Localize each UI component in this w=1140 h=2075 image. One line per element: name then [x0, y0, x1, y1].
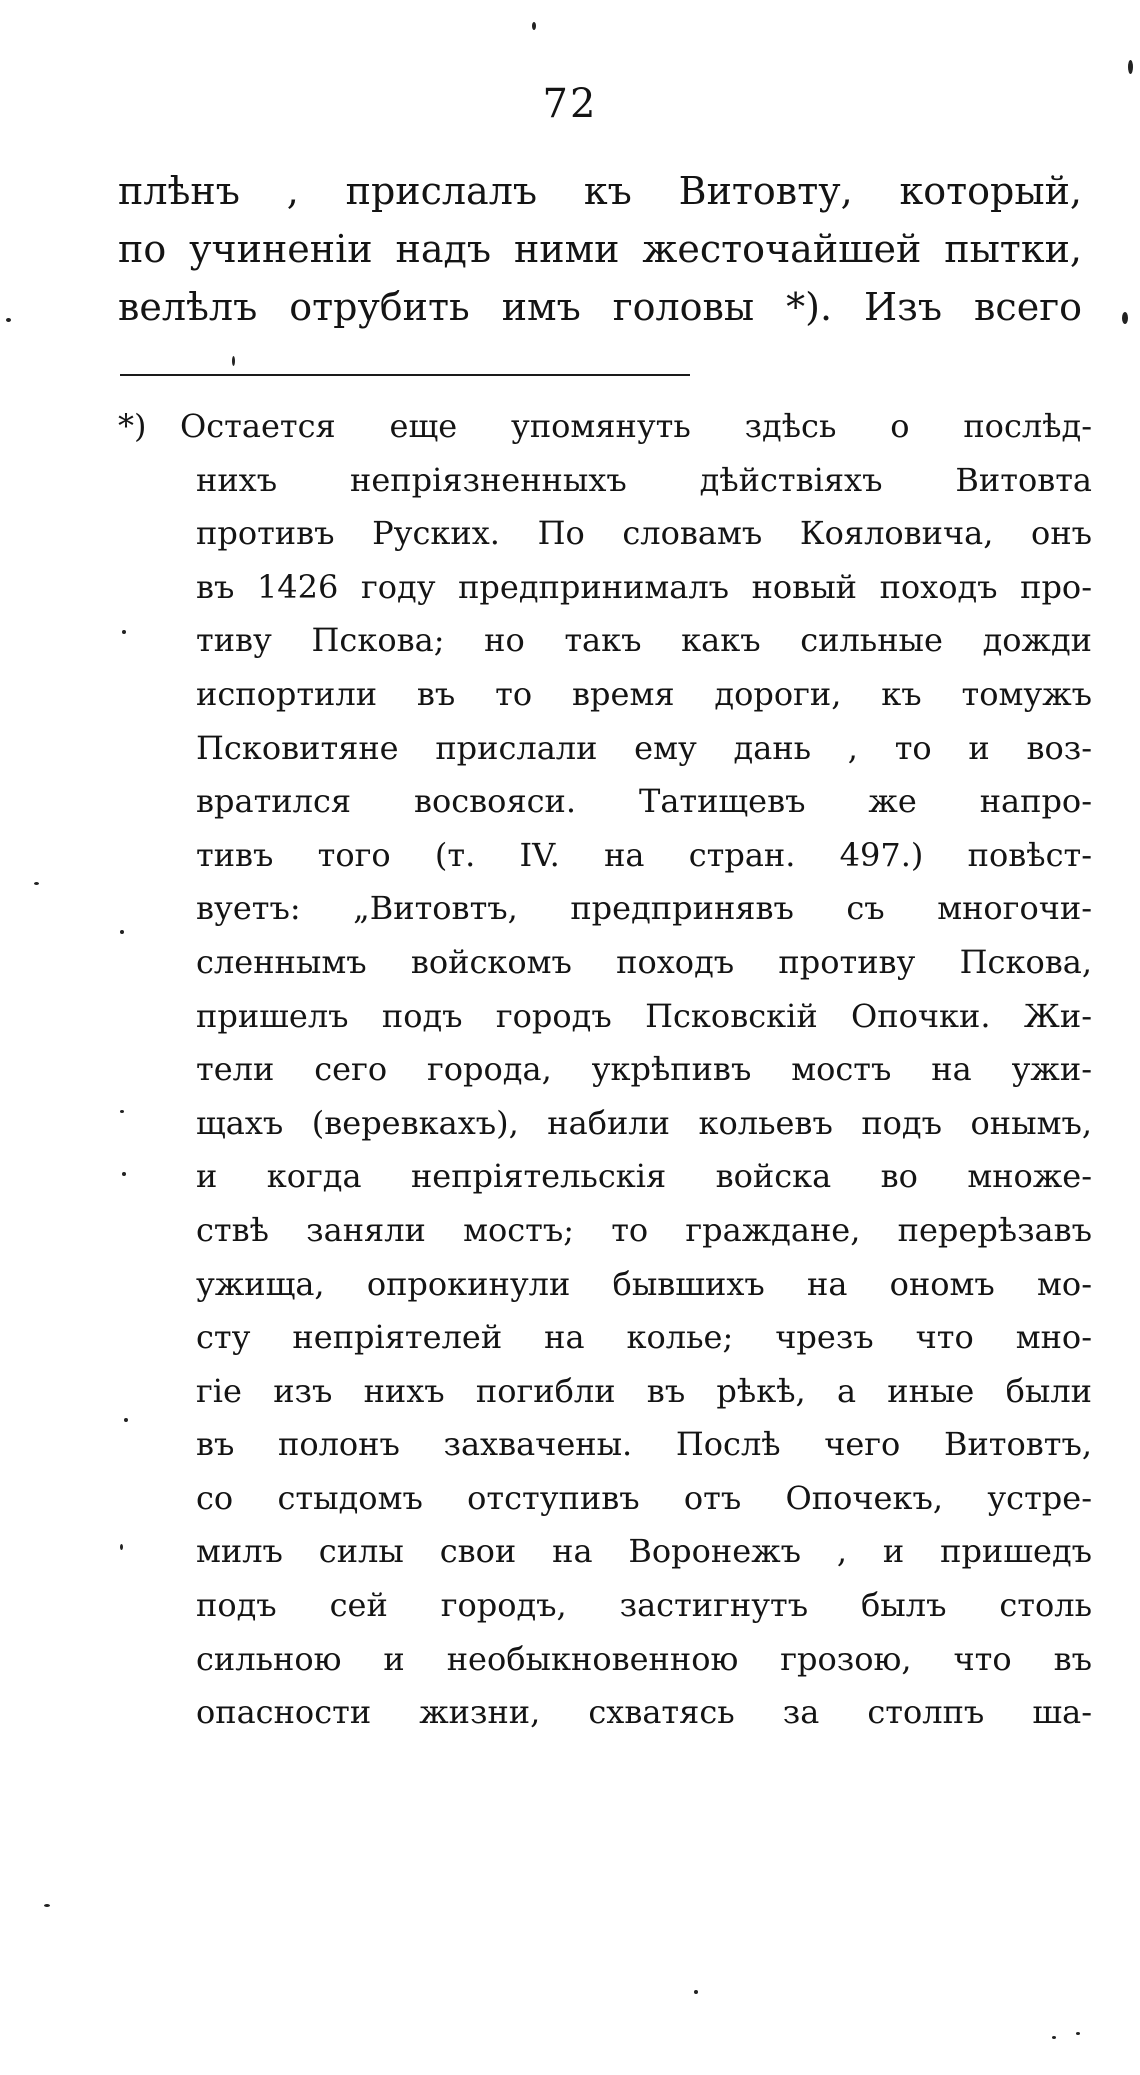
- main-text-line: по учиненіи надъ ними жесточайшей пытки,: [118, 227, 1082, 271]
- footnote-line: Псковитяне прислали ему дань , то и воз-: [196, 728, 1092, 767]
- footnote-line: щахъ (веревкахъ), набили кольевъ подъ онымъ,: [196, 1103, 1092, 1142]
- footnote-line: [118, 400, 1092, 454]
- footnote-line: опасности жизни, схватясь за столпъ ша-: [196, 1693, 1092, 1732]
- main-text: [118, 162, 1082, 336]
- footnote-line: вуетъ: „Витовтъ, предпринявъ съ многочи-: [196, 889, 1092, 928]
- scan-speck: [124, 1418, 128, 1422]
- scan-speck: [694, 1990, 698, 1994]
- footnote-line: сильною и необыкновенною грозою, что въ: [196, 1639, 1092, 1678]
- footnote-line: гіе изъ нихъ погибли въ рѣкѣ, а иные были: [196, 1371, 1092, 1410]
- scan-speck: [232, 356, 235, 366]
- footnote-line: сленнымъ войскомъ походъ противу Пскова,: [196, 942, 1092, 981]
- scan-speck: [532, 22, 536, 30]
- scan-speck: [120, 1110, 124, 1113]
- scan-speck: [34, 882, 39, 885]
- footnote-marker: *): [118, 407, 147, 445]
- footnote-separator: [120, 374, 690, 376]
- scan-speck: [1122, 312, 1128, 324]
- scan-speck: [122, 630, 126, 634]
- footnote-line: и когда непріятельскія войска во множе-: [196, 1157, 1092, 1196]
- footnote: [118, 400, 1092, 1740]
- page-number: 72: [542, 81, 598, 127]
- footnote-line: ужища, опрокинули бывшихъ на ономъ мо-: [196, 1264, 1092, 1303]
- footnote-line: тели сего города, укрѣпивъ мостъ на ужи-: [196, 1050, 1092, 1089]
- footnote-line: противъ Руских. По словамъ Кояловича, онъ: [196, 514, 1092, 553]
- scan-speck: [122, 1172, 126, 1176]
- footnote-line: въ 1426 году предпринималъ новый походъ про-: [196, 567, 1092, 606]
- footnote-line: испортили въ то время дороги, къ томужъ: [196, 674, 1092, 713]
- scan-speck: [1052, 2036, 1056, 2039]
- footnote-line: тиву Пскова; но такъ какъ сильные дожди: [196, 621, 1092, 660]
- footnote-line: милъ силы свои на Воронежъ , и пришедъ: [196, 1532, 1092, 1571]
- footnote-line: нихъ непріязненныхъ дѣйствіяхъ Витовта: [196, 460, 1092, 499]
- footnote-line: пришелъ подъ городъ Псковскій Опочки. Жи-: [196, 996, 1092, 1035]
- scan-speck: [6, 318, 11, 322]
- footnote-line: подъ сей городъ, застигнутъ былъ столь: [196, 1586, 1092, 1625]
- footnote-line: ствѣ заняли мостъ; то граждане, перерѣзавъ: [196, 1210, 1092, 1249]
- footnote-line: сту непріятелей на колье; чрезъ что мно-: [196, 1318, 1092, 1357]
- footnote-line-text: Остается еще упомянуть здѣсь о послѣд-: [180, 407, 1092, 445]
- main-text-line: велѣлъ отрубить имъ головы *). Изъ всего: [118, 285, 1082, 329]
- main-text-line: плѣнъ , прислалъ къ Витовту, который,: [118, 169, 1082, 213]
- footnote-line: въ полонъ захвачены. Послѣ чего Витовтъ,: [196, 1425, 1092, 1464]
- scan-speck: [120, 930, 124, 934]
- footnote-line: со стыдомъ отступивъ отъ Опочекъ, устре-: [196, 1478, 1092, 1517]
- scan-speck: [1076, 2032, 1080, 2035]
- scan-speck: [1128, 60, 1133, 74]
- scan-speck: [120, 1544, 123, 1550]
- scan-speck: [44, 1904, 50, 1907]
- footnote-line: вратился восвояси. Татищевъ же напро-: [196, 782, 1092, 821]
- footnote-line: тивъ того (т. IV. на стран. 497.) повѣст-: [196, 835, 1092, 874]
